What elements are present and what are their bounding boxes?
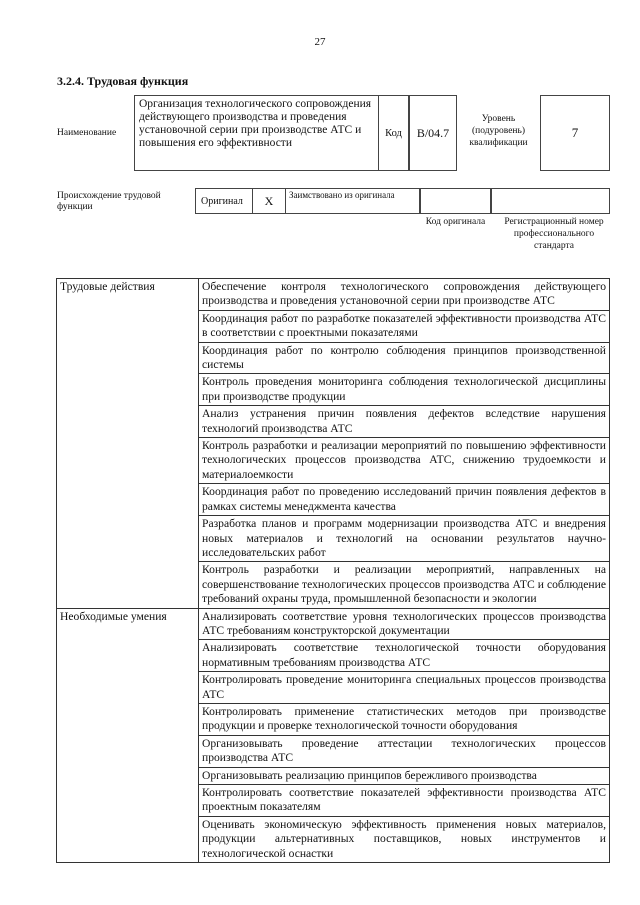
function-table — [56, 278, 610, 863]
row-text: Координация работ по разработке показателей эффективности производства АТС в соответствии с проектными показателями — [199, 310, 610, 342]
row-category: Трудовые действия — [57, 279, 199, 609]
row-text: Анализировать соответствие уровня технологических процессов производства АТС требованиям конструкторской документации — [199, 608, 610, 640]
row-text: Контролировать соответствие показателей эффективности производства АТС проектным показателям — [199, 785, 610, 817]
reg-number-caption: Регистрационный номер профессионального стандарта — [504, 217, 604, 251]
section-title: 3.2.4. Трудовая функция — [57, 74, 189, 88]
row-text: Анализировать соответствие технологической точности оборудования нормативным требованиям производства АТС — [199, 640, 610, 672]
table-row — [57, 608, 610, 640]
level-value: 7 — [540, 95, 610, 171]
row-text: Обеспечение контроля технологического сопровождения действующего производства и проведения установочной серии при производстве АТС — [199, 279, 610, 311]
row-text: Контроль разработки и реализации мероприятий, направленных на совершенствование технологических процессов производства АТС и соблюдение требований охраны труда, промышленной безопасности и экологии — [199, 562, 610, 608]
borrowed-label: Заимствовано из оригинала — [286, 188, 420, 214]
row-text: Контролировать применение статистических методов при производстве продукции и проверке технологической точности оборудования — [199, 703, 610, 735]
row-text: Анализ устранения причин появления дефектов вследствие нарушения технологий производства АТС — [199, 406, 610, 438]
row-text: Организовывать проведение аттестации технологических процессов производства АТС — [199, 735, 610, 767]
row-category: Необходимые умения — [57, 608, 199, 863]
page-number: 27 — [314, 36, 326, 48]
row-text: Разработка планов и программ модернизации производства АТС и внедрения новых материалов и технологий на основании результатов научно-исследовательских работ — [199, 516, 610, 562]
level-label: Уровень (подуровень) квалификации — [469, 114, 528, 148]
reg-number-cell — [491, 188, 610, 214]
original-mark: X — [252, 188, 286, 214]
row-text: Контроль разработки и реализации мероприятий по повышению эффективности технологических процессов производства АТС, снижению трудоемкости и материалоемкости — [199, 438, 610, 484]
code-value: В/04.7 — [409, 95, 457, 171]
origin-label: Происхождение трудовой функции — [57, 191, 161, 212]
row-text: Координация работ по проведению исследований причин появления дефектов в рамках системы менеджмента качества — [199, 484, 610, 516]
table-row — [57, 279, 610, 311]
name-label: Наименование — [57, 128, 117, 138]
code-original-caption: Код оригинала — [425, 217, 486, 227]
row-text: Контроль проведения мониторинга соблюдения технологической дисциплины при производстве продукции — [199, 374, 610, 406]
code-original-cell — [420, 188, 491, 214]
row-text: Организовывать реализацию принципов бережливого производства — [199, 767, 610, 784]
code-label: Код — [379, 95, 409, 171]
row-text: Контролировать проведение мониторинга специальных процессов производства АТС — [199, 672, 610, 704]
row-text: Оценивать экономическую эффективность применения новых материалов, продукции альтернативных поставщиков, новых инструментов и технологической оснастки — [199, 816, 610, 862]
function-name: Организация технологического сопровождения действующего производства и проведения установочной серии при производстве АТС и повышения его эффективности — [134, 95, 379, 171]
row-text: Координация работ по контролю соблюдения принципов производственной системы — [199, 342, 610, 374]
original-label: Оригинал — [195, 188, 252, 214]
